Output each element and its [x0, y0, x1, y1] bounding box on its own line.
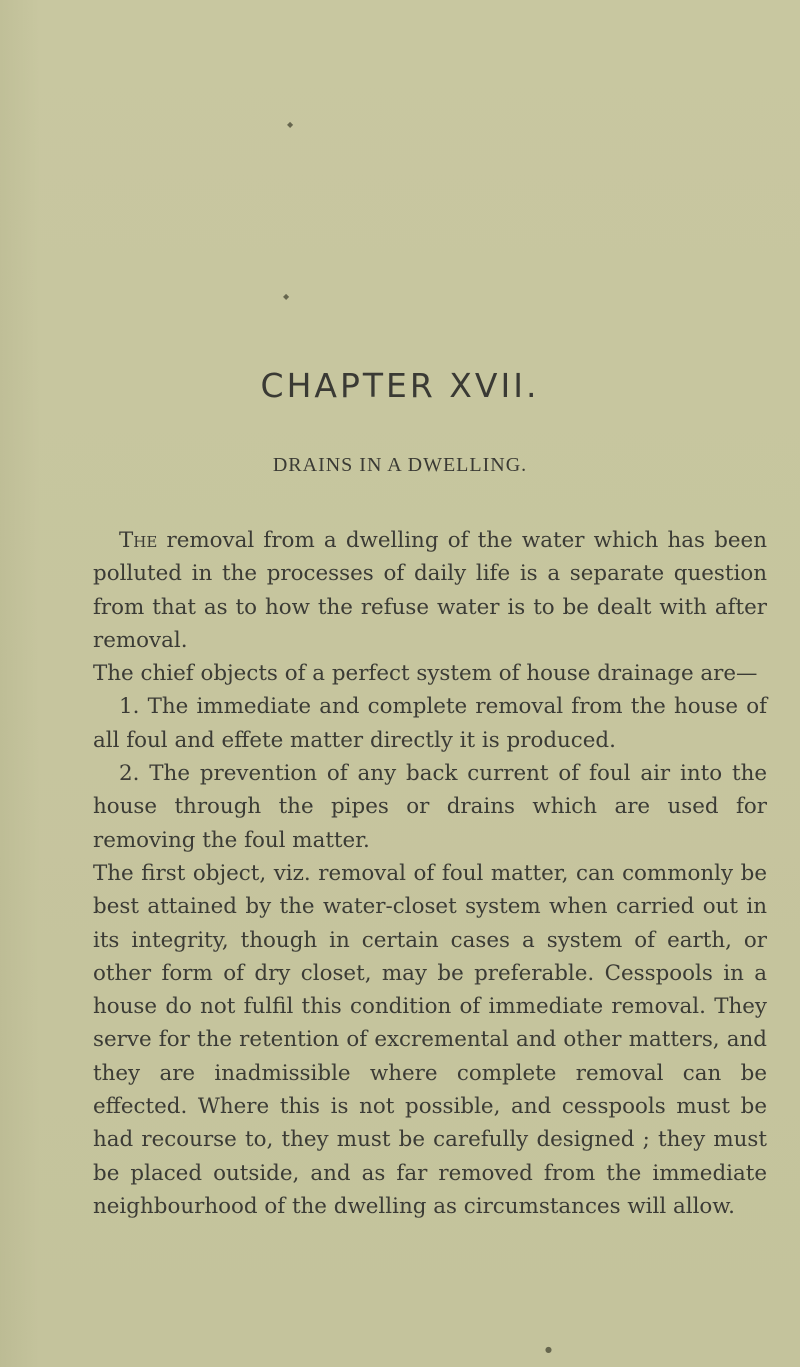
paper-speck: ◆: [287, 120, 294, 129]
paragraph-1: [93, 524, 767, 657]
section-title: DRAINS IN A DWELLING.: [272, 454, 528, 476]
paragraph-4: 2. The prevention of any back current of foul air into the house through the pipes or drains which are used for removing the foul matter.: [93, 761, 767, 853]
chapter-heading: CHAPTER XVII.: [260, 366, 540, 405]
paragraph-5: The first object, viz. removal of foul matter, can commonly be best attained by the water-closet system when carried out in its integrity, though in certain cases a system of earth, or other form of dry closet, may be preferable. Cesspools in a house do not fulfil this condition of immediate removal. They serve for the retention of excremental and other matters, and they are inadmissible where complete removal can be effected. Where this is not possible, and cesspools must be had recourse to, they must be carefully designed ; they must be placed outside, and as far removed from the immediate neighbourhood of the dwelling as circumstances will allow.: [93, 860, 767, 1219]
paragraph-lead-word: The: [119, 528, 158, 553]
paragraph-text: removal from a dwelling of the water which has been polluted in the processes of daily life is a separate question from that as to how the refuse water is to be dealt with after removal.: [93, 528, 767, 653]
paragraph-2: The chief objects of a perfect system of house drainage are—: [93, 661, 758, 687]
body-text: [93, 524, 767, 1223]
paragraph-3: 1. The immediate and complete removal from the house of all foul and effete matter directly it is produced.: [93, 694, 767, 753]
paper-speck: ●: [545, 1345, 552, 1354]
paper-speck: ◆: [283, 292, 290, 301]
